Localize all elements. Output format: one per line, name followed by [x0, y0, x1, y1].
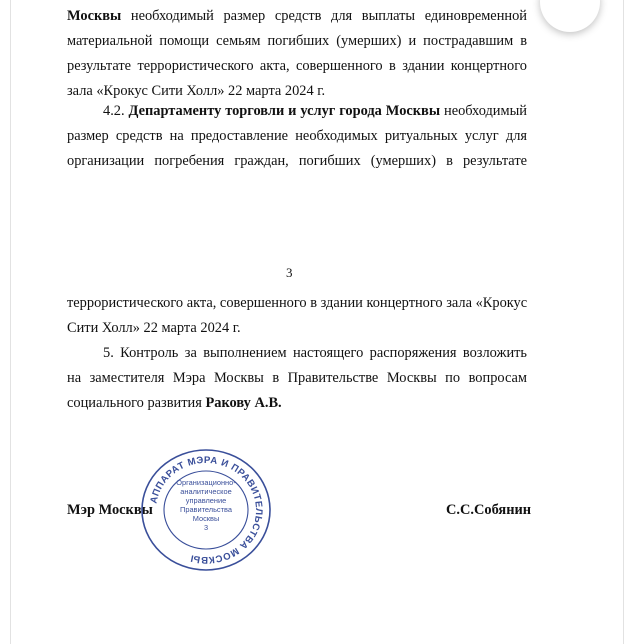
signature-title: Мэр Москвы [67, 502, 153, 518]
paragraph-continuation: Москвы необходимый размер средств для выплаты единовременной материальной помощи семьям погибших (умерших) и пострадавшим в результате террористического акта, совершенного в здании концертного зала «Крокус Сити Холл» 22 марта 2024 г. [67, 8, 527, 99]
paragraph-continuation-page3: террористического акта, совершенного в здании концертного зала «Крокус Сити Холл» 22 марта 2024 г. [67, 295, 528, 336]
bold-text: Ракову А.В. [205, 395, 282, 411]
bold-text: Москвы [67, 8, 122, 24]
stamp-center-text: Организационно- аналитическое управление Правительства Москвы 3 [176, 478, 236, 532]
stamp-ring-text: АППАРАТ МЭРА И ПРАВИТЕЛЬСТВА МОСКВЫ [148, 454, 265, 566]
signature-name: С.С.Собянин [446, 502, 532, 518]
page-number: 3 [286, 265, 293, 280]
bold-text: Департаменту торговли и услуг города Москвы [128, 103, 441, 119]
paragraph-5: 5. Контроль за выполнением настоящего распоряжения возложить на заместителя Мэра Москвы в Правительстве Москвы по вопросам социального развития Ракову А.В. [67, 345, 527, 411]
paragraph-4-2: 4.2. Департаменту торговли и услуг города Москвы необходимый размер средств на предоставление необходимых ритуальных услуг для организации погребения граждан, погибших (умерших) в результате [67, 103, 527, 169]
